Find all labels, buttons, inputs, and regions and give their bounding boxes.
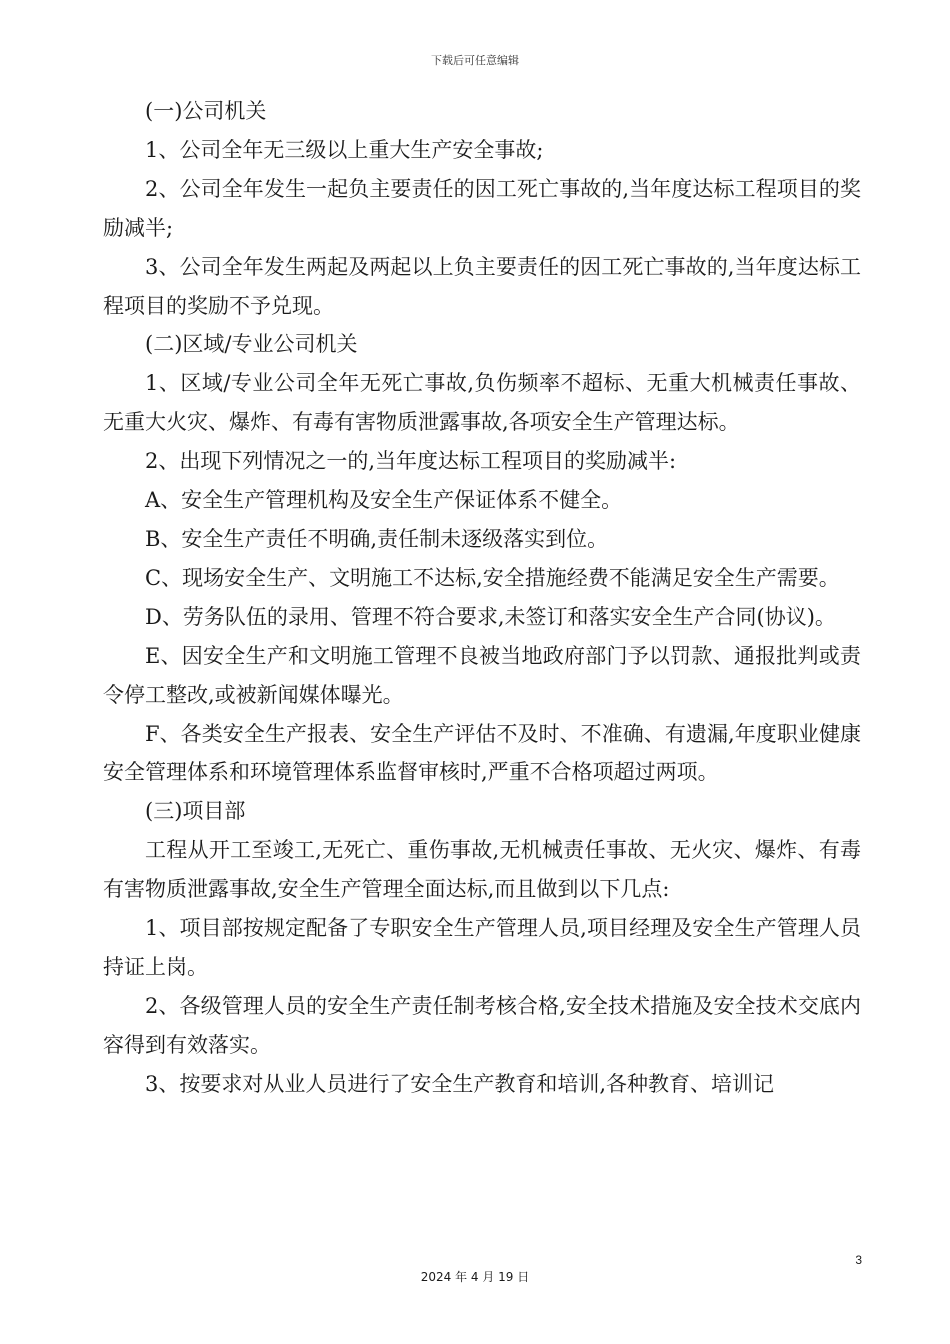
paragraph: 1、公司全年无三级以上重大生产安全事故; (145, 137, 544, 162)
paragraph: 3、公司全年发生两起及两起以上负主要责任的因工死亡事故的,当年度达标工程项目的奖励不予兑现。 (103, 254, 861, 318)
section-heading-project: (三)项目部 (145, 799, 246, 824)
page-number: 3 (855, 1253, 862, 1267)
list-item: A、安全生产管理机构及安全生产保证体系不健全。 (145, 488, 623, 513)
paragraph: 2、各级管理人员的安全生产责任制考核合格,安全技术措施及安全技术交底内容得到有效落实。 (103, 993, 861, 1057)
paragraph: 1、项目部按规定配备了专职安全生产管理人员,项目经理及安全生产管理人员持证上岗。 (103, 916, 861, 979)
paragraph: 3、按要求对从业人员进行了安全生产教育和培训,各种教育、培训记 (145, 1071, 775, 1096)
list-item: E、因安全生产和文明施工管理不良被当地政府部门予以罚款、通报批判或责令停工整改,或被新闻媒体曝光。 (103, 643, 861, 707)
list-item: D、劳务队伍的录用、管理不符合要求,未签订和落实安全生产合同(协议)。 (145, 604, 836, 629)
paragraph: 2、公司全年发生一起负主要责任的因工死亡事故的,当年度达标工程项目的奖励减半; (103, 176, 861, 240)
list-item: B、安全生产责任不明确,责任制未逐级落实到位。 (145, 526, 609, 551)
page-footer-date: 2024 年 4 月 19 日 (420, 1270, 530, 1284)
list-item: F、各类安全生产报表、安全生产评估不及时、不准确、有遗漏,年度职业健康安全管理体系和环境管理体系监督审核时,严重不合格项超过两项。 (103, 721, 861, 785)
section-heading-regional: (二)区域/专业公司机关 (145, 332, 358, 357)
paragraph: 工程从开工至竣工,无死亡、重伤事故,无机械责任事故、无火灾、爆炸、有毒有害物质泄露事故,安全生产管理全面达标,而且做到以下几点: (103, 838, 861, 902)
list-item: C、现场安全生产、文明施工不达标,安全措施经费不能满足安全生产需要。 (145, 565, 840, 590)
document-body (103, 92, 861, 1104)
section-heading-company: (一)公司机关 (145, 99, 267, 123)
paragraph: 1、区域/专业公司全年无死亡事故,负伤频率不超标、无重大机械责任事故、无重大火灾、爆炸、有毒有害物质泄露事故,各项安全生产管理达标。 (103, 371, 861, 435)
page-header: 下载后可任意编辑 (431, 54, 519, 67)
paragraph: 2、出现下列情况之一的,当年度达标工程项目的奖励减半: (145, 449, 677, 474)
